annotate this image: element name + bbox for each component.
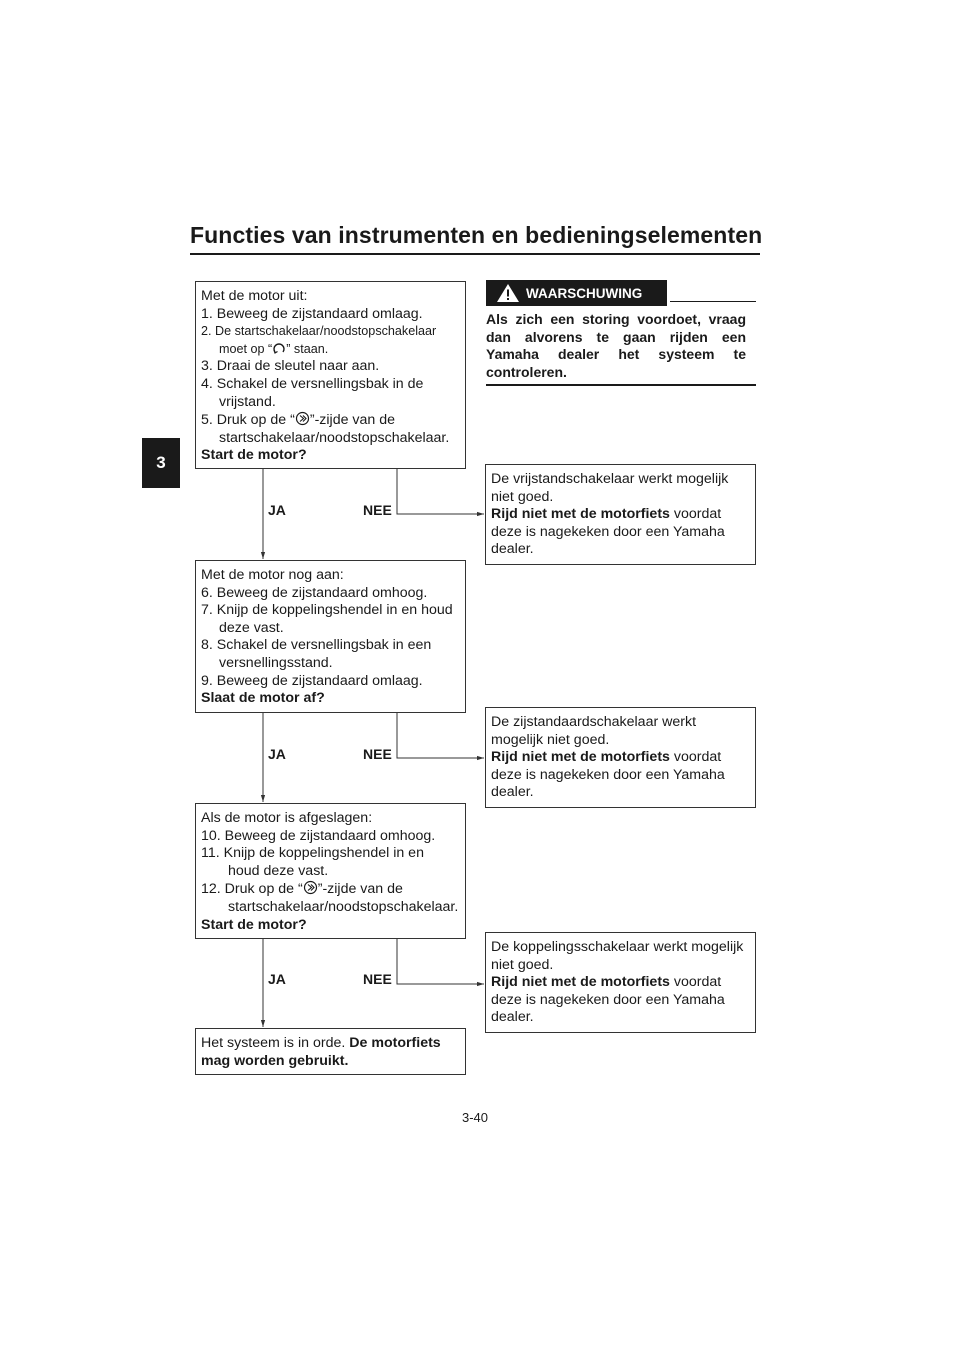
result-box-clutch-switch: De koppelingsschakelaar werkt mogelijk niet goed. Rijd niet met de motorfiets voordat deze is nagekeken door een Yamaha dealer. — [485, 932, 756, 1033]
page-title: Functies van instrumenten en bedieningselementen — [190, 222, 763, 248]
label-no-3: NEE — [363, 971, 392, 987]
start-switch-icon — [295, 411, 310, 426]
page-number: 3-40 — [462, 1110, 489, 1125]
warning-rule-bottom — [486, 384, 756, 386]
warning-triangle-icon — [496, 283, 520, 303]
step-box-engine-off: Met de motor uit: 1. Beweeg de zijstandaard omlaag. 2. De startschakelaar/noodstopschakelaar moet op “ ” staan. 3. Draai de sleutel naar aan. 4. Schakel de versnellingsbak in de vrijstand. 5. Druk op de “ ”-zijde van de startschakelaar/noodstopschakelaar. Start de motor? — [195, 281, 466, 469]
step-box-engine-stopped: Als de motor is afgeslagen: 10. Beweeg de zijstandaard omhoog. 11. Knijp de koppelingshendel in en houd deze vast. 12. Druk op de “ ”-zijde van de startschakelaar/noodstopschakelaar. Start de motor? — [195, 803, 466, 939]
start-switch-icon — [303, 880, 318, 895]
label-no-1: NEE — [363, 502, 392, 518]
label-yes-1: JA — [268, 502, 286, 518]
connector-no-1 — [397, 468, 484, 514]
chapter-tab: 3 — [142, 438, 180, 488]
result-box-sidestand-switch: De zijstandaardschakelaar werkt mogelijk niet goed. Rijd niet met de motorfiets voordat deze is nagekeken door een Yamaha dealer. — [485, 707, 756, 808]
label-no-2: NEE — [363, 746, 392, 762]
label-yes-3: JA — [268, 971, 286, 987]
result-box-neutral-switch: De vrijstandschakelaar werkt mogelijk niet goed. Rijd niet met de motorfiets voordat deze is nagekeken door een Yamaha dealer. — [485, 464, 756, 565]
warning-text: Als zich een storing voordoet, vraag dan alvorens te gaan rijden een Yamaha dealer het systeem te controleren. — [486, 311, 746, 380]
connector-no-2 — [397, 712, 484, 758]
warning-label: WAARSCHUWING — [526, 285, 643, 301]
warning-badge — [486, 280, 667, 306]
connector-no-3 — [397, 938, 484, 984]
run-switch-icon — [272, 341, 286, 355]
warning-rule-top — [670, 301, 756, 302]
result-box-system-ok: Het systeem is in orde. De motorfiets mag worden gebruikt. — [195, 1028, 466, 1075]
label-yes-2: JA — [268, 746, 286, 762]
step-box-engine-running: Met de motor nog aan: 6. Beweeg de zijstandaard omhoog. 7. Knijp de koppelingshendel in en houd deze vast. 8. Schakel de versnellingsbak in een versnellingsstand. 9. Beweeg de zijstandaard omlaag. Slaat de motor af? — [195, 560, 466, 713]
